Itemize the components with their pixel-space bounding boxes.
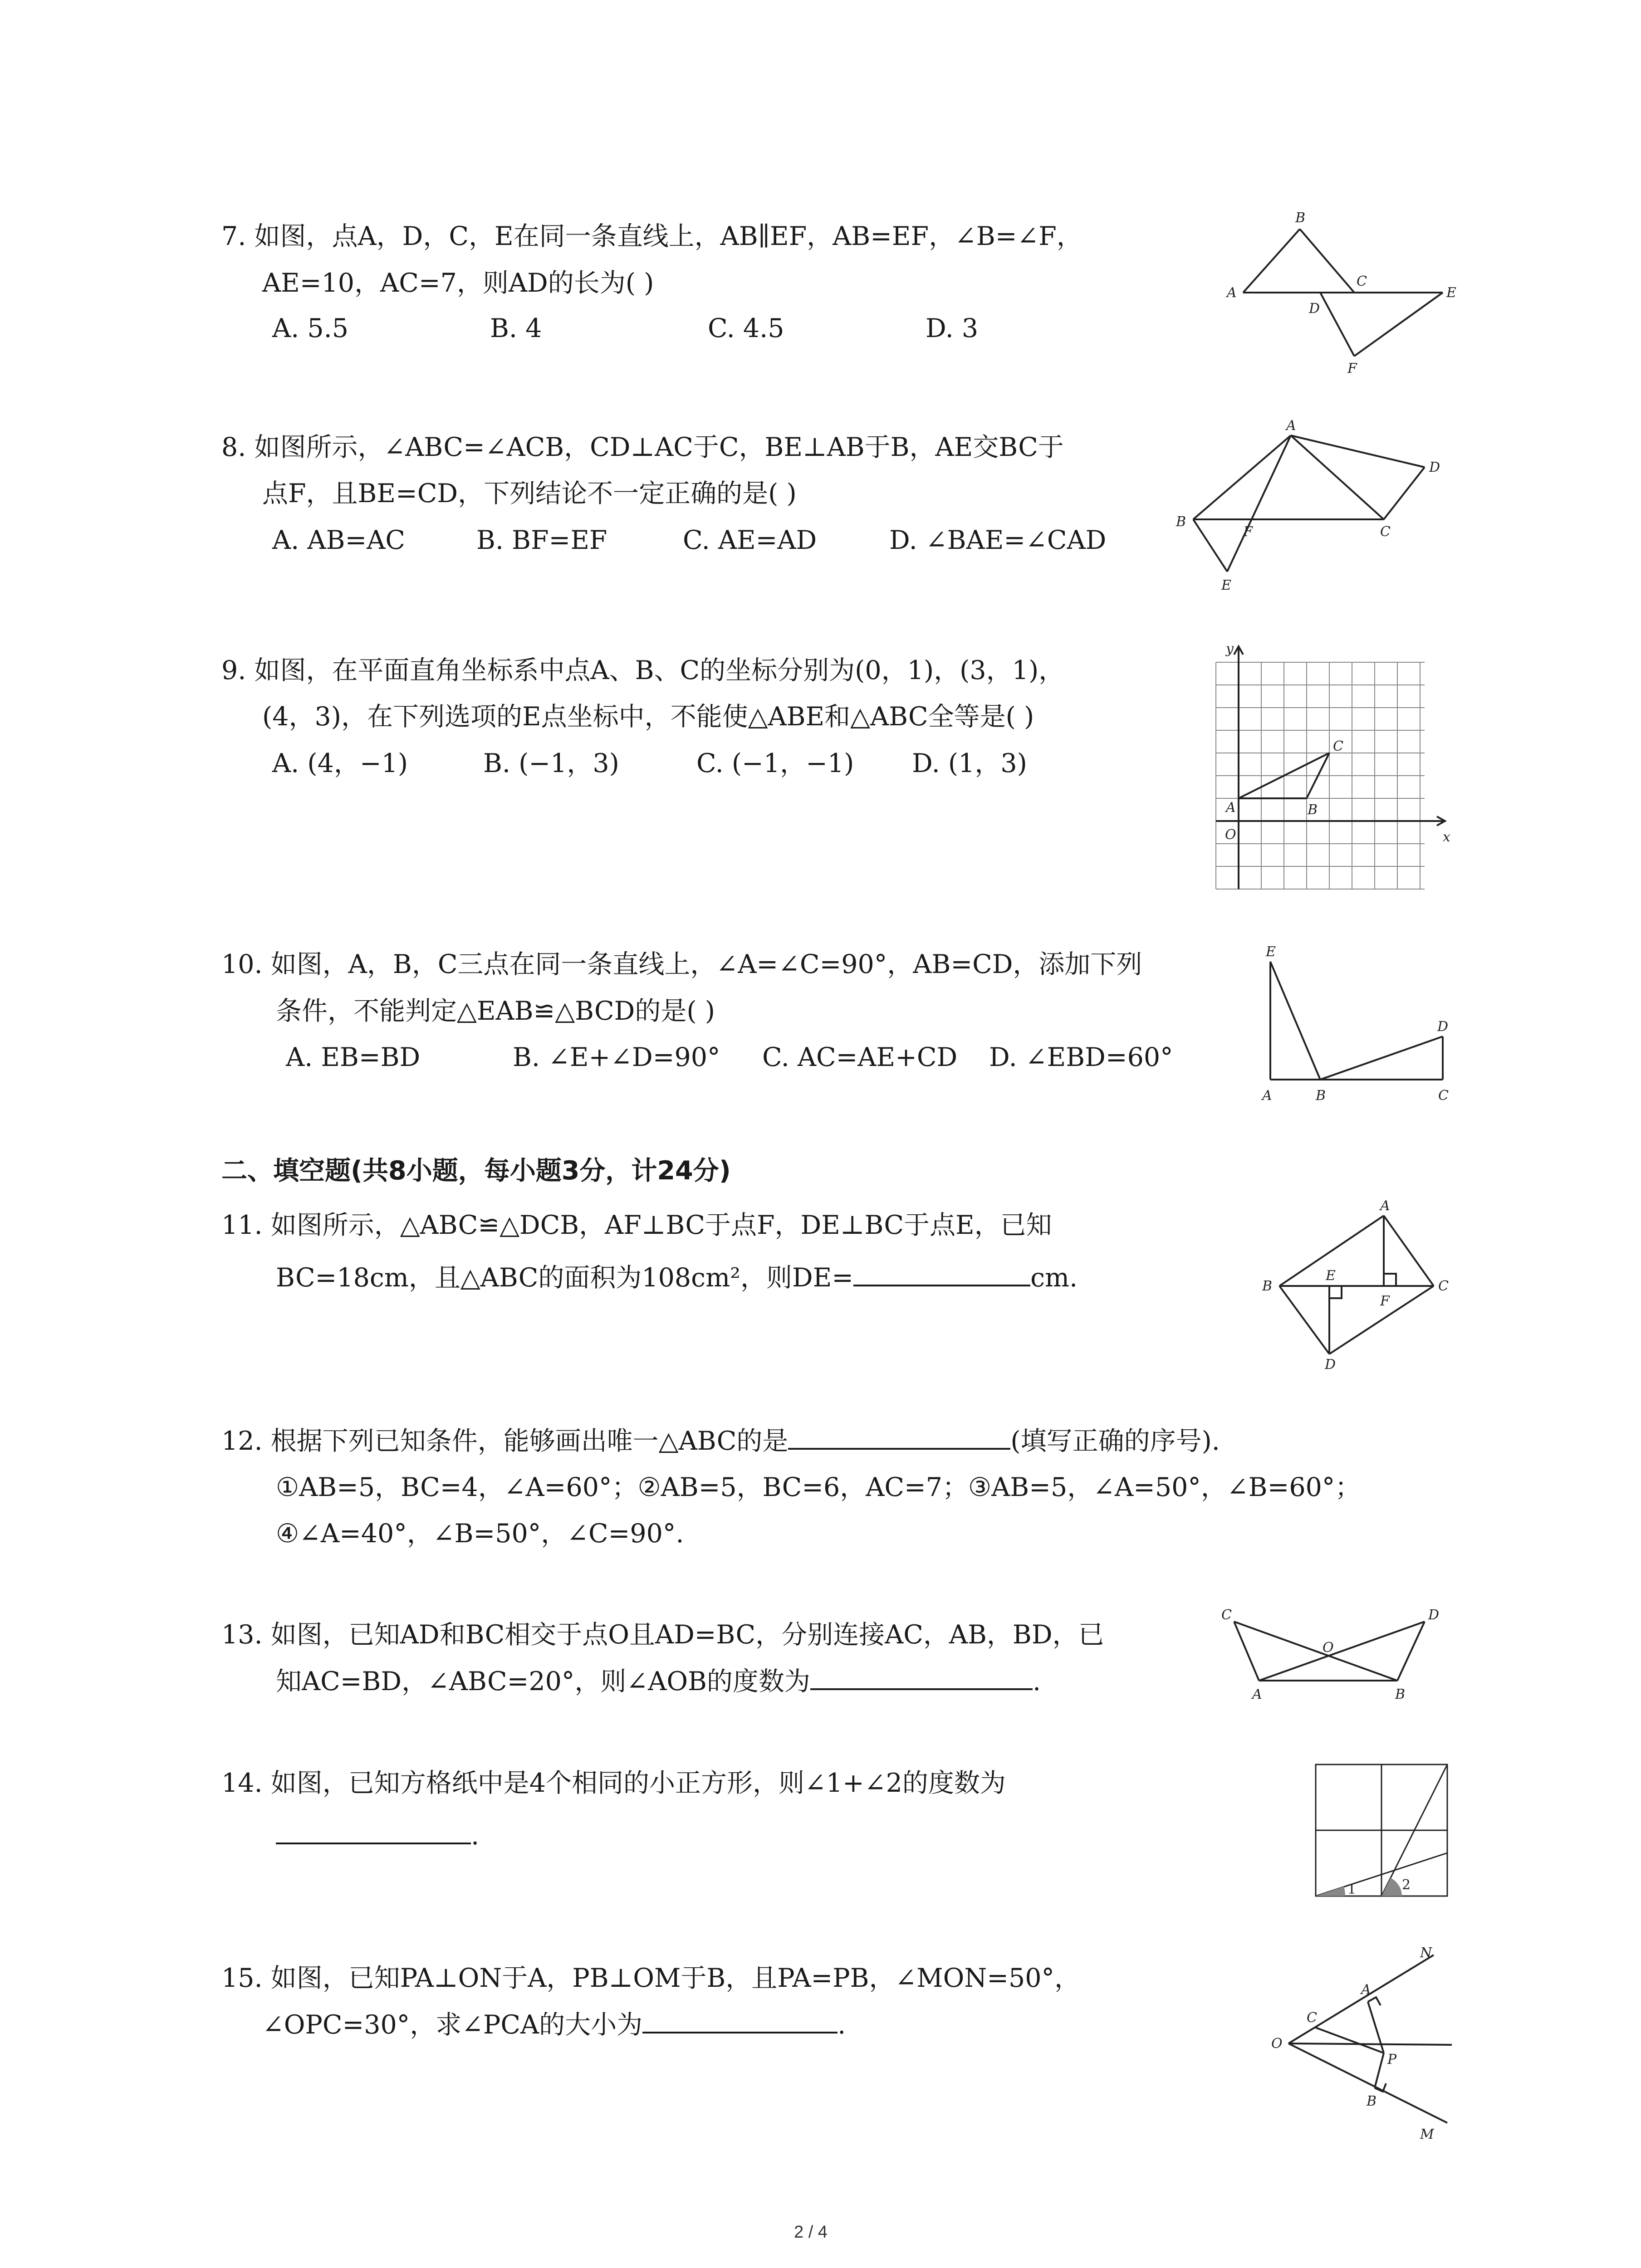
q10-option-b: B. ∠E+∠D=90°: [513, 1042, 720, 1072]
q13-line1: 13. 如图，已知AD和BC相交于点O且AD=BC，分别连接AC，AB，BD，已: [221, 1620, 1104, 1650]
q13-label-c: C: [1221, 1607, 1232, 1623]
q15-line2-text: ∠OPC=30°，求∠PCA的大小为: [262, 2010, 643, 2040]
q14-line2-end: .: [471, 1821, 480, 1851]
q7-label-f: F: [1347, 361, 1357, 376]
q10-line2: 条件，不能判定△EAB≌△BCD的是( ): [276, 996, 715, 1026]
q13-line2-end: .: [1032, 1667, 1041, 1696]
q7-option-a: A. 5.5: [272, 313, 349, 343]
q9-option-c: C. (−1，−1): [696, 748, 854, 778]
q13-label-a: A: [1252, 1686, 1262, 1702]
q9-option-d: D. (1，3): [912, 748, 1027, 778]
q9-option-a: A. (4，−1): [272, 748, 408, 778]
q7-line1: 7. 如图，点A，D，C，E在同一条直线上，AB∥EF，AB=EF，∠B=∠F，: [221, 221, 1083, 251]
q15-label-n: N: [1420, 1946, 1432, 1961]
q13-line2: [276, 1665, 1041, 1698]
q9-label-b: B: [1308, 802, 1318, 818]
q8-label-e: E: [1221, 577, 1231, 593]
page-number: 2 / 4: [794, 2223, 828, 2242]
q11-line2-text: BC=18cm，且△ABC的面积为108cm²，则DE=: [276, 1263, 854, 1293]
q7-label-a: A: [1227, 285, 1237, 301]
q13-line2-text: 知AC=BD，∠ABC=20°，则∠AOB的度数为: [276, 1667, 810, 1696]
q11-label-c: C: [1438, 1278, 1449, 1294]
q7-label-e: E: [1446, 285, 1456, 301]
q9-figure: [1189, 637, 1461, 900]
q11-label-e: E: [1326, 1268, 1336, 1284]
q10-label-b: B: [1316, 1088, 1326, 1104]
q11-figure: [1252, 1193, 1465, 1370]
q10-label-c: C: [1438, 1088, 1449, 1104]
q7-option-d: D. 3: [926, 313, 979, 343]
q12-answer-blank[interactable]: [788, 1424, 1010, 1450]
q14-label-2: 2: [1402, 1877, 1411, 1893]
q15-label-c: C: [1307, 2010, 1317, 2026]
q8-option-b: B. BF=EF: [476, 525, 607, 555]
q12-line2: ①AB=5，BC=4，∠A=60°；②AB=5，BC=6，AC=7；③AB=5，∠A=50°，∠B=60°；: [276, 1472, 1361, 1502]
q11-answer-blank[interactable]: [853, 1261, 1030, 1286]
q15-answer-blank[interactable]: [642, 2008, 838, 2033]
q9-label-o: O: [1225, 827, 1236, 843]
q11-label-b: B: [1262, 1278, 1273, 1294]
section-2-heading: 二、填空题(共8小题，每小题3分，计24分): [221, 1156, 731, 1186]
q15-figure: [1266, 1946, 1461, 2141]
q9-label-x: x: [1443, 829, 1450, 845]
q13-label-b: B: [1395, 1686, 1406, 1702]
q13-label-d: D: [1428, 1607, 1440, 1623]
q15-line2: [262, 2008, 846, 2041]
q10-option-d: D. ∠EBD=60°: [989, 1042, 1173, 1072]
q15-line1: 15. 如图，已知PA⊥ON于A，PB⊥OM于B，且PA=PB，∠MON=50°，: [221, 1963, 1081, 1993]
q13-answer-blank[interactable]: [810, 1665, 1033, 1690]
q9-label-y: y: [1226, 641, 1234, 657]
q7-option-c: C. 4.5: [708, 313, 784, 343]
q15-label-o: O: [1271, 2036, 1283, 2052]
q15-label-a: A: [1361, 1982, 1371, 1998]
q15-label-p: P: [1387, 2052, 1397, 2068]
q7-figure: [1220, 204, 1465, 376]
q7-option-b: B. 4: [490, 313, 542, 343]
q8-label-d: D: [1429, 459, 1440, 475]
q14-label-1: 1: [1347, 1882, 1357, 1897]
q14-figure: [1311, 1760, 1452, 1901]
q8-label-a: A: [1286, 418, 1296, 434]
q11-label-a: A: [1380, 1198, 1390, 1214]
q8-option-d: D. ∠BAE=∠CAD: [889, 525, 1107, 555]
q10-figure: [1252, 939, 1465, 1107]
q7-label-d: D: [1309, 301, 1320, 317]
q8-figure: [1171, 417, 1461, 599]
q7-line2: AE=10，AC=7，则AD的长为( ): [262, 268, 654, 298]
q12-line1-text: 12. 根据下列已知条件，能够画出唯一△ABC的是: [221, 1426, 789, 1456]
q10-option-a: A. EB=BD: [286, 1042, 421, 1072]
q8-line1: 8. 如图所示，∠ABC=∠ACB，CD⊥AC于C，BE⊥AB于B，AE交BC于: [221, 432, 1064, 462]
q14-line1: 14. 如图，已知方格纸中是4个相同的小正方形，则∠1+∠2的度数为: [221, 1768, 1006, 1798]
q14-line2: [276, 1819, 479, 1852]
q11-line2-unit: cm.: [1030, 1263, 1078, 1293]
q12-line1: [221, 1424, 1220, 1457]
q7-label-c: C: [1357, 274, 1367, 289]
q11-line2: [276, 1261, 1078, 1294]
q9-label-a: A: [1226, 800, 1236, 816]
q8-line2: 点F，且BE=CD，下列结论不一定正确的是( ): [262, 479, 797, 508]
q14-answer-blank[interactable]: [276, 1819, 471, 1844]
q11-label-d: D: [1325, 1357, 1336, 1370]
q8-option-a: A. AB=AC: [272, 525, 405, 555]
q9-line2: (4，3)，在下列选项的E点坐标中，不能使△ABE和△ABC全等是( ): [262, 702, 1034, 732]
q15-label-b: B: [1367, 2093, 1377, 2109]
q9-line1: 9. 如图，在平面直角坐标系中点A、B、C的坐标分别为(0，1)，(3，1)，: [221, 655, 1065, 685]
q9-option-b: B. (−1，3): [483, 748, 619, 778]
q10-label-a: A: [1262, 1088, 1272, 1104]
q13-figure: [1216, 1601, 1461, 1710]
q9-label-c: C: [1333, 738, 1343, 754]
q10-option-c: C. AC=AE+CD: [762, 1042, 958, 1072]
q8-label-c: C: [1380, 524, 1391, 540]
q8-option-c: C. AE=AD: [683, 525, 817, 555]
q11-line1: 11. 如图所示，△ABC≌△DCB，AF⊥BC于点F，DE⊥BC于点E，已知: [221, 1210, 1052, 1240]
q10-label-d: D: [1437, 1019, 1449, 1035]
q8-label-f: F: [1243, 524, 1253, 540]
q7-label-b: B: [1295, 210, 1306, 226]
q15-label-m: M: [1420, 2126, 1434, 2141]
q12-line3: ④∠A=40°，∠B=50°，∠C=90°.: [276, 1519, 684, 1549]
q15-line2-end: .: [838, 2010, 846, 2040]
q13-label-o: O: [1323, 1640, 1334, 1656]
q12-line1-note: (填写正确的序号).: [1010, 1426, 1220, 1456]
q10-label-e: E: [1266, 944, 1276, 960]
q8-label-b: B: [1176, 514, 1186, 530]
q11-label-f: F: [1380, 1293, 1390, 1309]
q10-line1: 10. 如图，A，B，C三点在同一条直线上，∠A=∠C=90°，AB=CD，添加下列: [221, 949, 1142, 979]
